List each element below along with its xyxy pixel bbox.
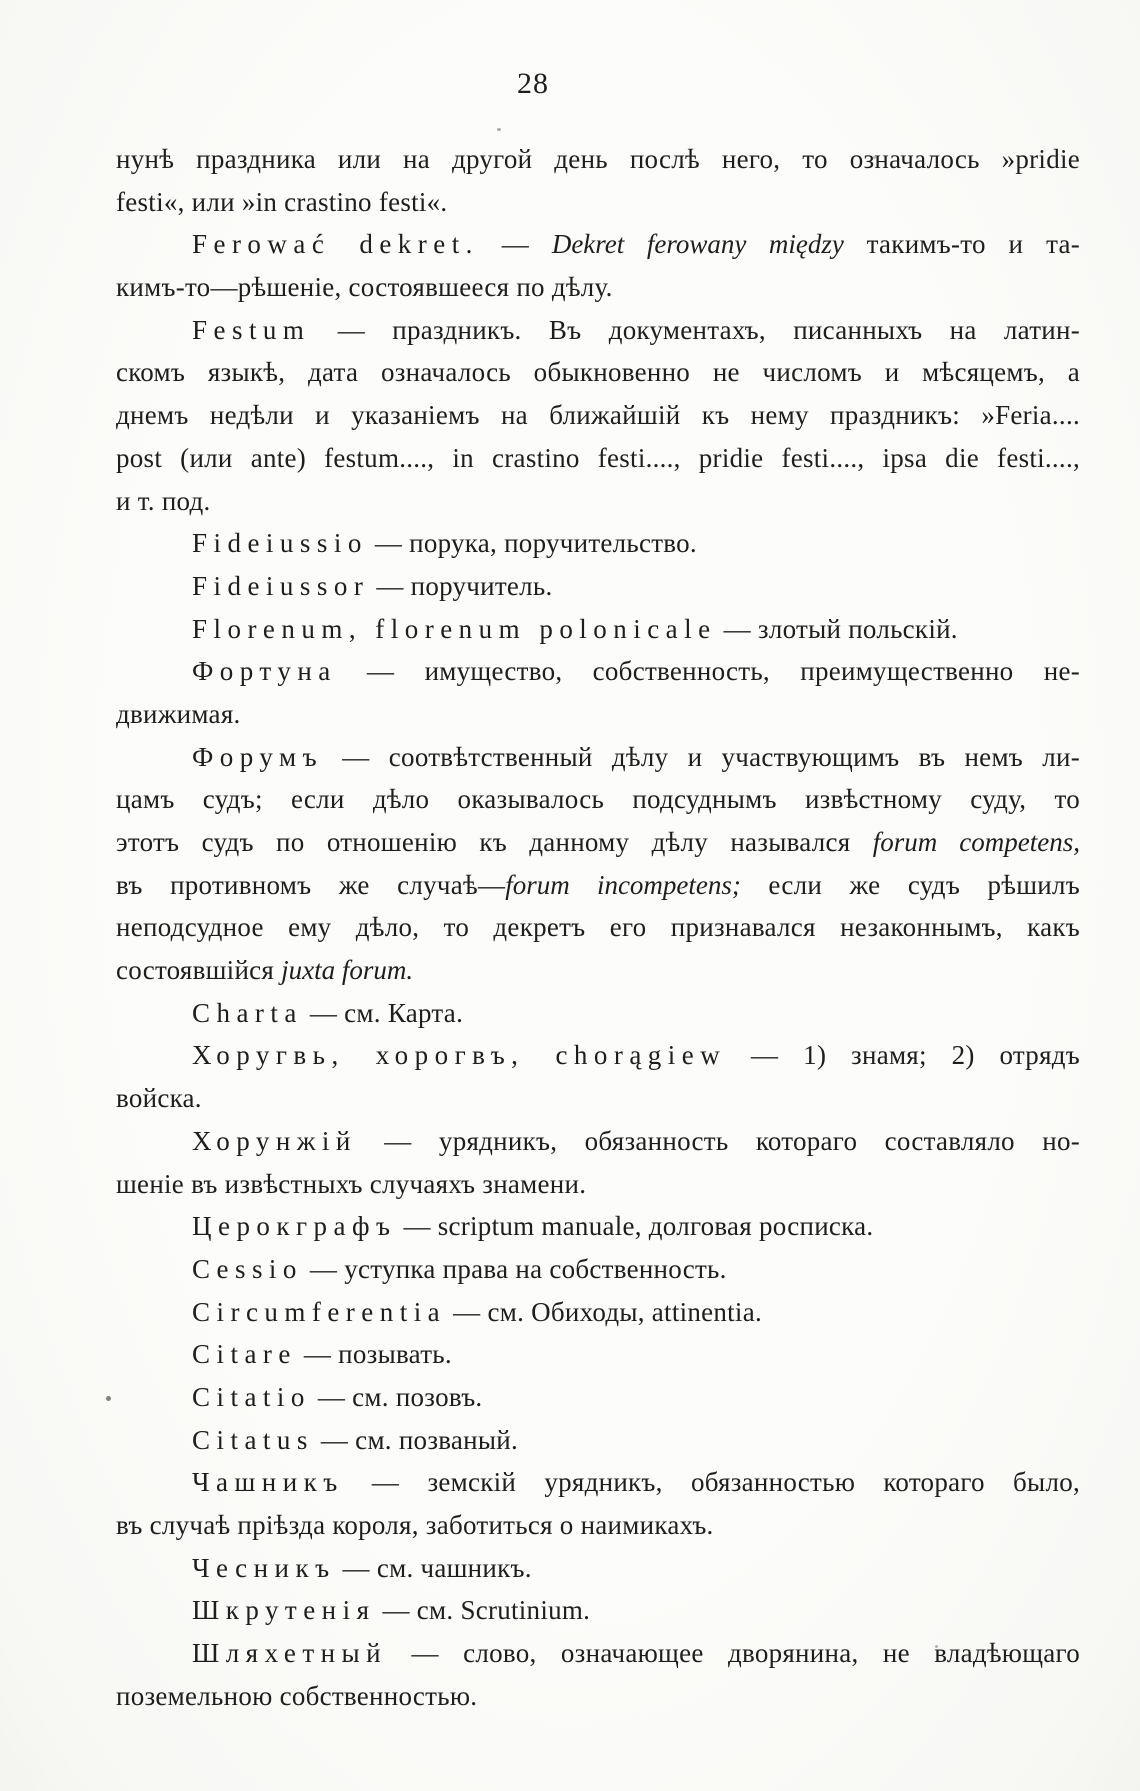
text-run: кимъ-то—рѣшеніе, состоявшееся по дѣлу. [116,272,613,303]
entry-headword: Florenum, florenum polonicale [192,613,717,644]
text-line [116,309,1080,352]
text-run: — см. чашникъ. [335,1552,532,1583]
text-run: — соотвѣтственный дѣлу и участвующимъ въ немъ ли- [323,741,1080,772]
scan-speck [935,1645,938,1648]
scan-speck [497,128,501,131]
text-run: — земскій урядникъ, обязанностью котораго было, [343,1467,1080,1498]
text-line [116,1291,1080,1334]
entry-headword: Форумъ [192,741,324,772]
text-line [116,437,1080,480]
entry-headword: Citatus [192,1424,314,1455]
text-run: post (или ante) festum...., in crastino festi...., pridie festi...., ipsa die festi...., [116,442,1080,473]
text-line [116,693,1080,736]
text-run: въ противномъ же случаѣ— [116,869,506,900]
text-run: состоявшійся [116,955,282,986]
text-line [116,992,1080,1035]
text-run: — праздникъ. Въ документахъ, писанныхъ на латин- [310,314,1080,345]
text-line [116,864,1080,907]
text-run: — порука, поручительство. [367,528,697,559]
text-line [116,565,1080,608]
entry-headword: Чесникъ [192,1552,336,1583]
text-line [116,778,1080,821]
text-line [116,1632,1080,1675]
text-line [116,1504,1080,1547]
scan-speck [873,156,876,159]
latin-italic-phrase: juxta forum. [281,955,414,986]
text-run: цамъ судъ; если дѣло оказывалось подсуднымъ извѣстному суду, то [116,784,1080,815]
text-line [116,1163,1080,1206]
text-line [116,1120,1080,1163]
scan-speck [106,1396,111,1401]
text-run: — см. Scrutinium. [375,1595,591,1626]
latin-italic-phrase: forum competens, [872,827,1081,857]
text-run: войска. [116,1083,202,1114]
text-line [116,736,1080,779]
text-run: — см. позваный. [313,1424,519,1455]
entry-headword: Fideiussio [192,528,368,559]
entry-headword: Festum [192,314,311,345]
text-run: — см. Обиходы, attinentia. [446,1296,762,1327]
latin-italic-phrase: Dekret ferowany między [551,229,844,260]
entry-headword: Шляхетный [192,1638,388,1669]
entry-headword: Шкрутенія [192,1595,376,1626]
entry-headword: Хорунжій [192,1125,357,1156]
entry-headword: Fideiussor [192,570,370,601]
text-line [116,1589,1080,1632]
entry-headword: Фортуна [192,656,337,687]
text-line [116,1248,1080,1291]
text-run: этотъ судъ по отношенію къ данному дѣлу назывался [116,827,873,857]
text-line [116,181,1080,224]
entry-headword: Charta [192,997,303,1028]
text-line [116,821,1080,864]
text-line [116,1675,1080,1718]
text-line [116,1547,1080,1590]
text-run: — уступка права на собственность. [302,1253,727,1284]
text-run: если же судъ рѣшилъ [740,869,1080,900]
text-line [116,1419,1080,1462]
entry-headword: Чашникъ [192,1467,344,1498]
text-run: — см. Карта. [302,997,464,1028]
text-run: шеніе въ извѣстныхъ случаяхъ знамени. [116,1168,587,1199]
text-run: въ случаѣ пріѣзда короля, заботиться о наимикахъ. [116,1510,714,1540]
text-run: скомъ языкѣ, дата означалось обыкновенно не числомъ и мѣсяцемъ, а [116,357,1080,388]
text-line [116,394,1080,437]
text-run: — позывать. [296,1339,452,1370]
text-run: festi«, или »in crastino festi«. [116,186,448,217]
entry-headword: Cessio [192,1253,303,1284]
text-line [116,906,1080,949]
text-line [116,1461,1080,1504]
text-line [116,608,1080,651]
text-line [116,949,1080,992]
text-run: — злотый польскій. [716,613,958,644]
text-run: днемъ недѣли и указаніемъ на ближайшій къ нему праздникъ: »Feria.... [116,400,1080,431]
text-run: движимая. [116,698,241,729]
text-line [116,351,1080,394]
text-line [116,1333,1080,1376]
entry-headword: Церокграфъ [192,1211,397,1242]
text-line [116,223,1080,266]
text-run: — урядникъ, обязанность котораго составляло но- [356,1125,1080,1156]
text-run: неподсудное ему дѣло, то декретъ его признавался незаконнымъ, какъ [116,912,1080,943]
text-run: — слово, означающее дворянина, не владѣющаго [387,1638,1080,1669]
entry-headword: Circumferentia [192,1296,447,1327]
text-run: — поручитель. [369,570,553,601]
text-run: — имущество, собственность, преимущественно не- [336,656,1080,687]
text-line [116,1205,1080,1248]
text-block [116,138,1080,1717]
text-run: такимъ-то и та- [843,229,1081,260]
entry-headword: Citare [192,1339,297,1370]
entry-headword: Ferować dekret. [192,229,479,260]
text-line [116,1077,1080,1120]
text-run: — 1) знамя; 2) отрядъ [726,1040,1080,1071]
text-line [116,138,1080,181]
text-run: — см. позовъ. [310,1381,483,1412]
text-line [116,1376,1080,1419]
entry-headword: Хоругвь, хорогвъ, chorągiew [192,1040,727,1071]
text-line [116,1034,1080,1077]
latin-italic-phrase: forum incompetens; [505,869,741,900]
text-line [116,266,1080,309]
text-line [116,650,1080,693]
text-run: поземельною собственностью. [116,1680,478,1711]
page-number: 28 [517,67,549,100]
text-line [116,522,1080,565]
entry-headword: Citatio [192,1381,311,1412]
text-run: нунѣ праздника или на другой день послѣ него, то означалось »pridie [116,144,1080,174]
text-run: и т. под. [116,485,211,516]
text-run: — scriptum manuale, долговая росписка. [396,1211,874,1242]
text-line [116,480,1080,523]
text-run: — [478,229,552,260]
